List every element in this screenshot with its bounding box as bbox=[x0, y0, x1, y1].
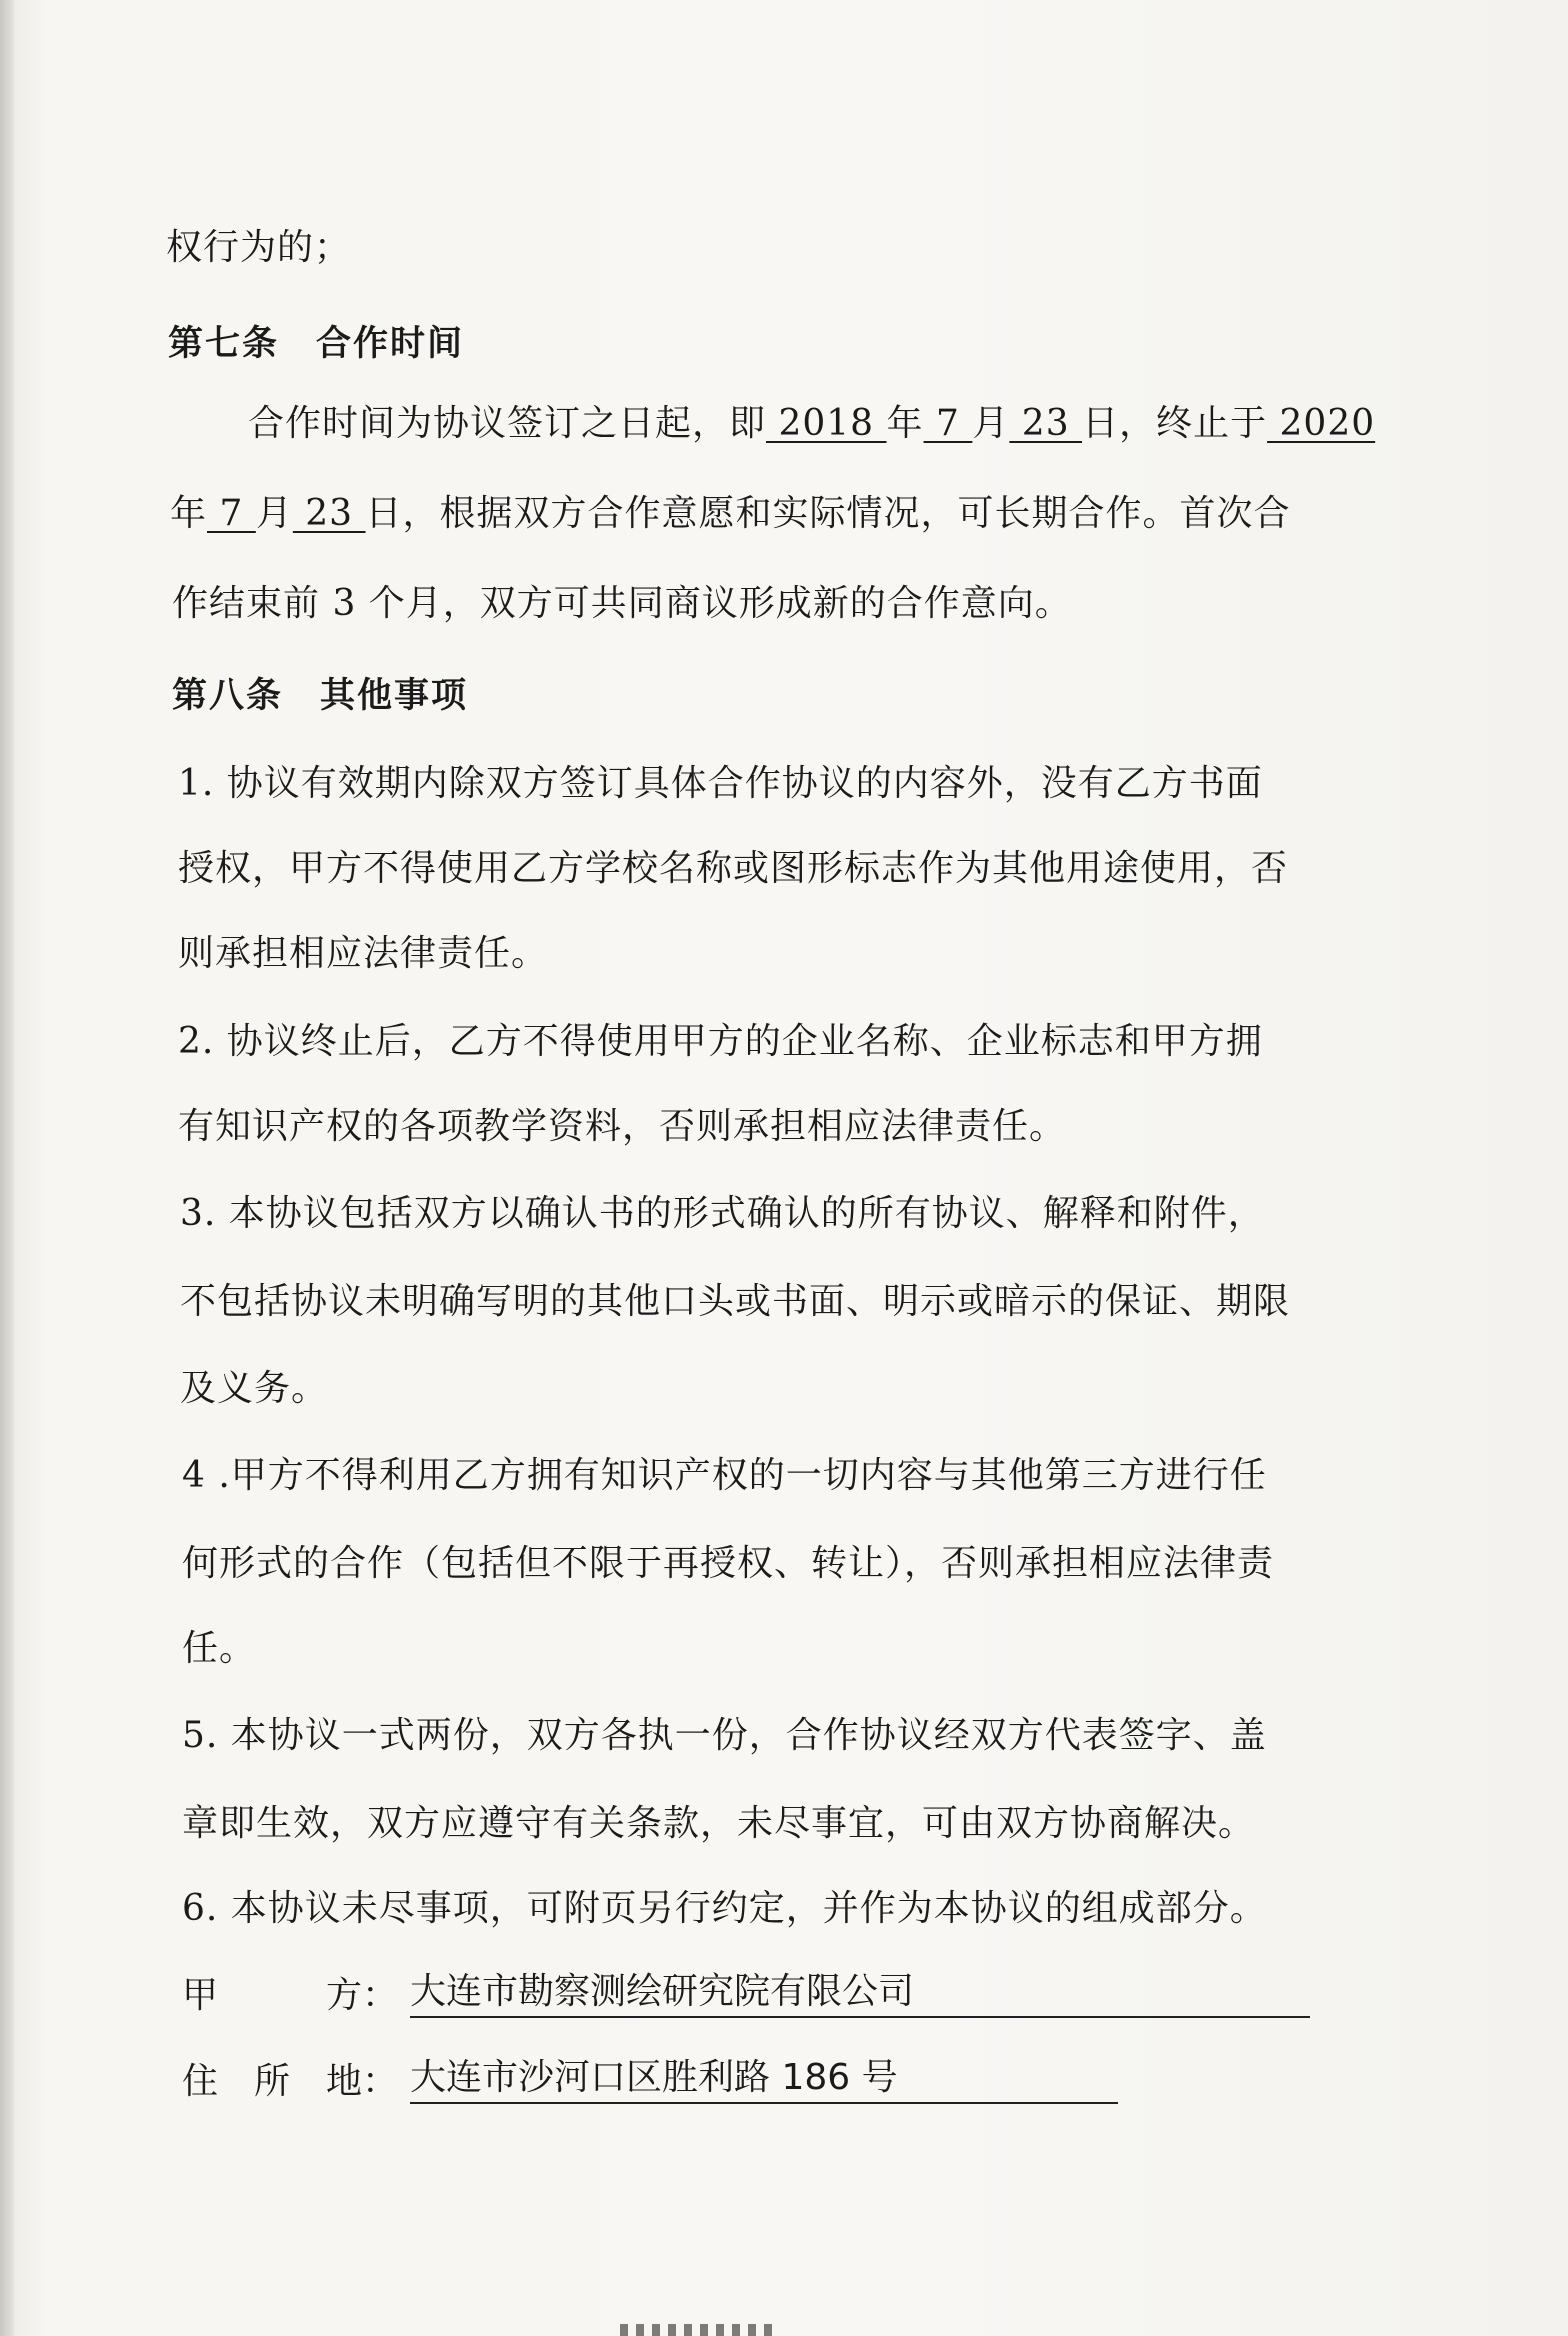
item-1-line-1: 1. 协议有效期内除双方签订具体合作协议的内容外，没有乙方书面 bbox=[178, 763, 1263, 804]
text-segment: 年 bbox=[170, 493, 208, 534]
page-bottom-mark bbox=[620, 2324, 780, 2336]
end-year: 2020 bbox=[1267, 403, 1376, 444]
party-a-name: 大连市勘察测绘研究院有限公司 bbox=[410, 1968, 1310, 2018]
end-month: 7 bbox=[207, 493, 256, 534]
item-4-line-1: 4 .甲方不得利用乙方拥有知识产权的一切内容与其他第三方进行任 bbox=[182, 1455, 1267, 1496]
item-2-line-1: 2. 协议终止后，乙方不得使用甲方的企业名称、企业标志和甲方拥 bbox=[178, 1021, 1263, 1062]
item-4-line-2: 何形式的合作（包括但不限于再授权、转让），否则承担相应法律责 bbox=[182, 1543, 1275, 1584]
text-segment: 月 bbox=[972, 403, 1010, 444]
item-1-line-3: 则承担相应法律责任。 bbox=[178, 933, 549, 974]
start-month: 7 bbox=[923, 403, 973, 444]
item-1-line-2: 授权，甲方不得使用乙方学校名称或图形标志作为其他用途使用，否 bbox=[178, 848, 1289, 889]
text-line bbox=[248, 400, 1375, 448]
start-day: 23 bbox=[1009, 403, 1083, 444]
item-5-line-2: 章即生效，双方应遵守有关条款，未尽事宜，可由双方协商解决。 bbox=[182, 1803, 1256, 1844]
text-segment: 合作时间为协议签订之日起，即 bbox=[248, 403, 767, 444]
text-line bbox=[170, 490, 1291, 538]
page-edge-shadow bbox=[0, 0, 14, 2336]
article-8-heading: 第八条 其他事项 bbox=[172, 676, 469, 716]
item-2-line-2: 有知识产权的各项教学资料，否则承担相应法律责任。 bbox=[178, 1106, 1067, 1147]
item-6-line-1: 6. 本协议未尽事项，可附页另行约定，并作为本协议的组成部分。 bbox=[182, 1888, 1267, 1929]
text-line: 作结束前 3 个月，双方可共同商议形成新的合作意向。 bbox=[172, 583, 1072, 624]
item-3-line-2: 不包括协议未明确写明的其他口头或书面、明示或暗示的保证、期限 bbox=[180, 1281, 1291, 1322]
text-line: 权行为的； bbox=[166, 227, 352, 268]
item-4-line-3: 任。 bbox=[182, 1628, 257, 1669]
party-a-label: 甲 方： bbox=[182, 1975, 399, 2016]
article-7-heading: 第七条 合作时间 bbox=[168, 324, 465, 364]
end-day: 23 bbox=[292, 493, 366, 534]
item-5-line-1: 5. 本协议一式两份，双方各执一份，合作协议经双方代表签字、盖 bbox=[182, 1715, 1267, 1756]
address-value: 大连市沙河口区胜利路 186 号 bbox=[410, 2054, 1118, 2104]
text-segment: 月 bbox=[255, 493, 293, 534]
address-label: 住 所 地： bbox=[182, 2061, 399, 2102]
start-year: 2018 bbox=[766, 403, 887, 444]
text-segment: 年 bbox=[886, 403, 924, 444]
text-segment: 日，根据双方合作意愿和实际情况，可长期合作。首次合 bbox=[365, 493, 1291, 534]
text-segment: 日，终止于 bbox=[1082, 403, 1268, 444]
item-3-line-3: 及义务。 bbox=[180, 1368, 329, 1409]
item-3-line-1: 3. 本协议包括双方以确认书的形式确认的所有协议、解释和附件， bbox=[180, 1193, 1265, 1234]
